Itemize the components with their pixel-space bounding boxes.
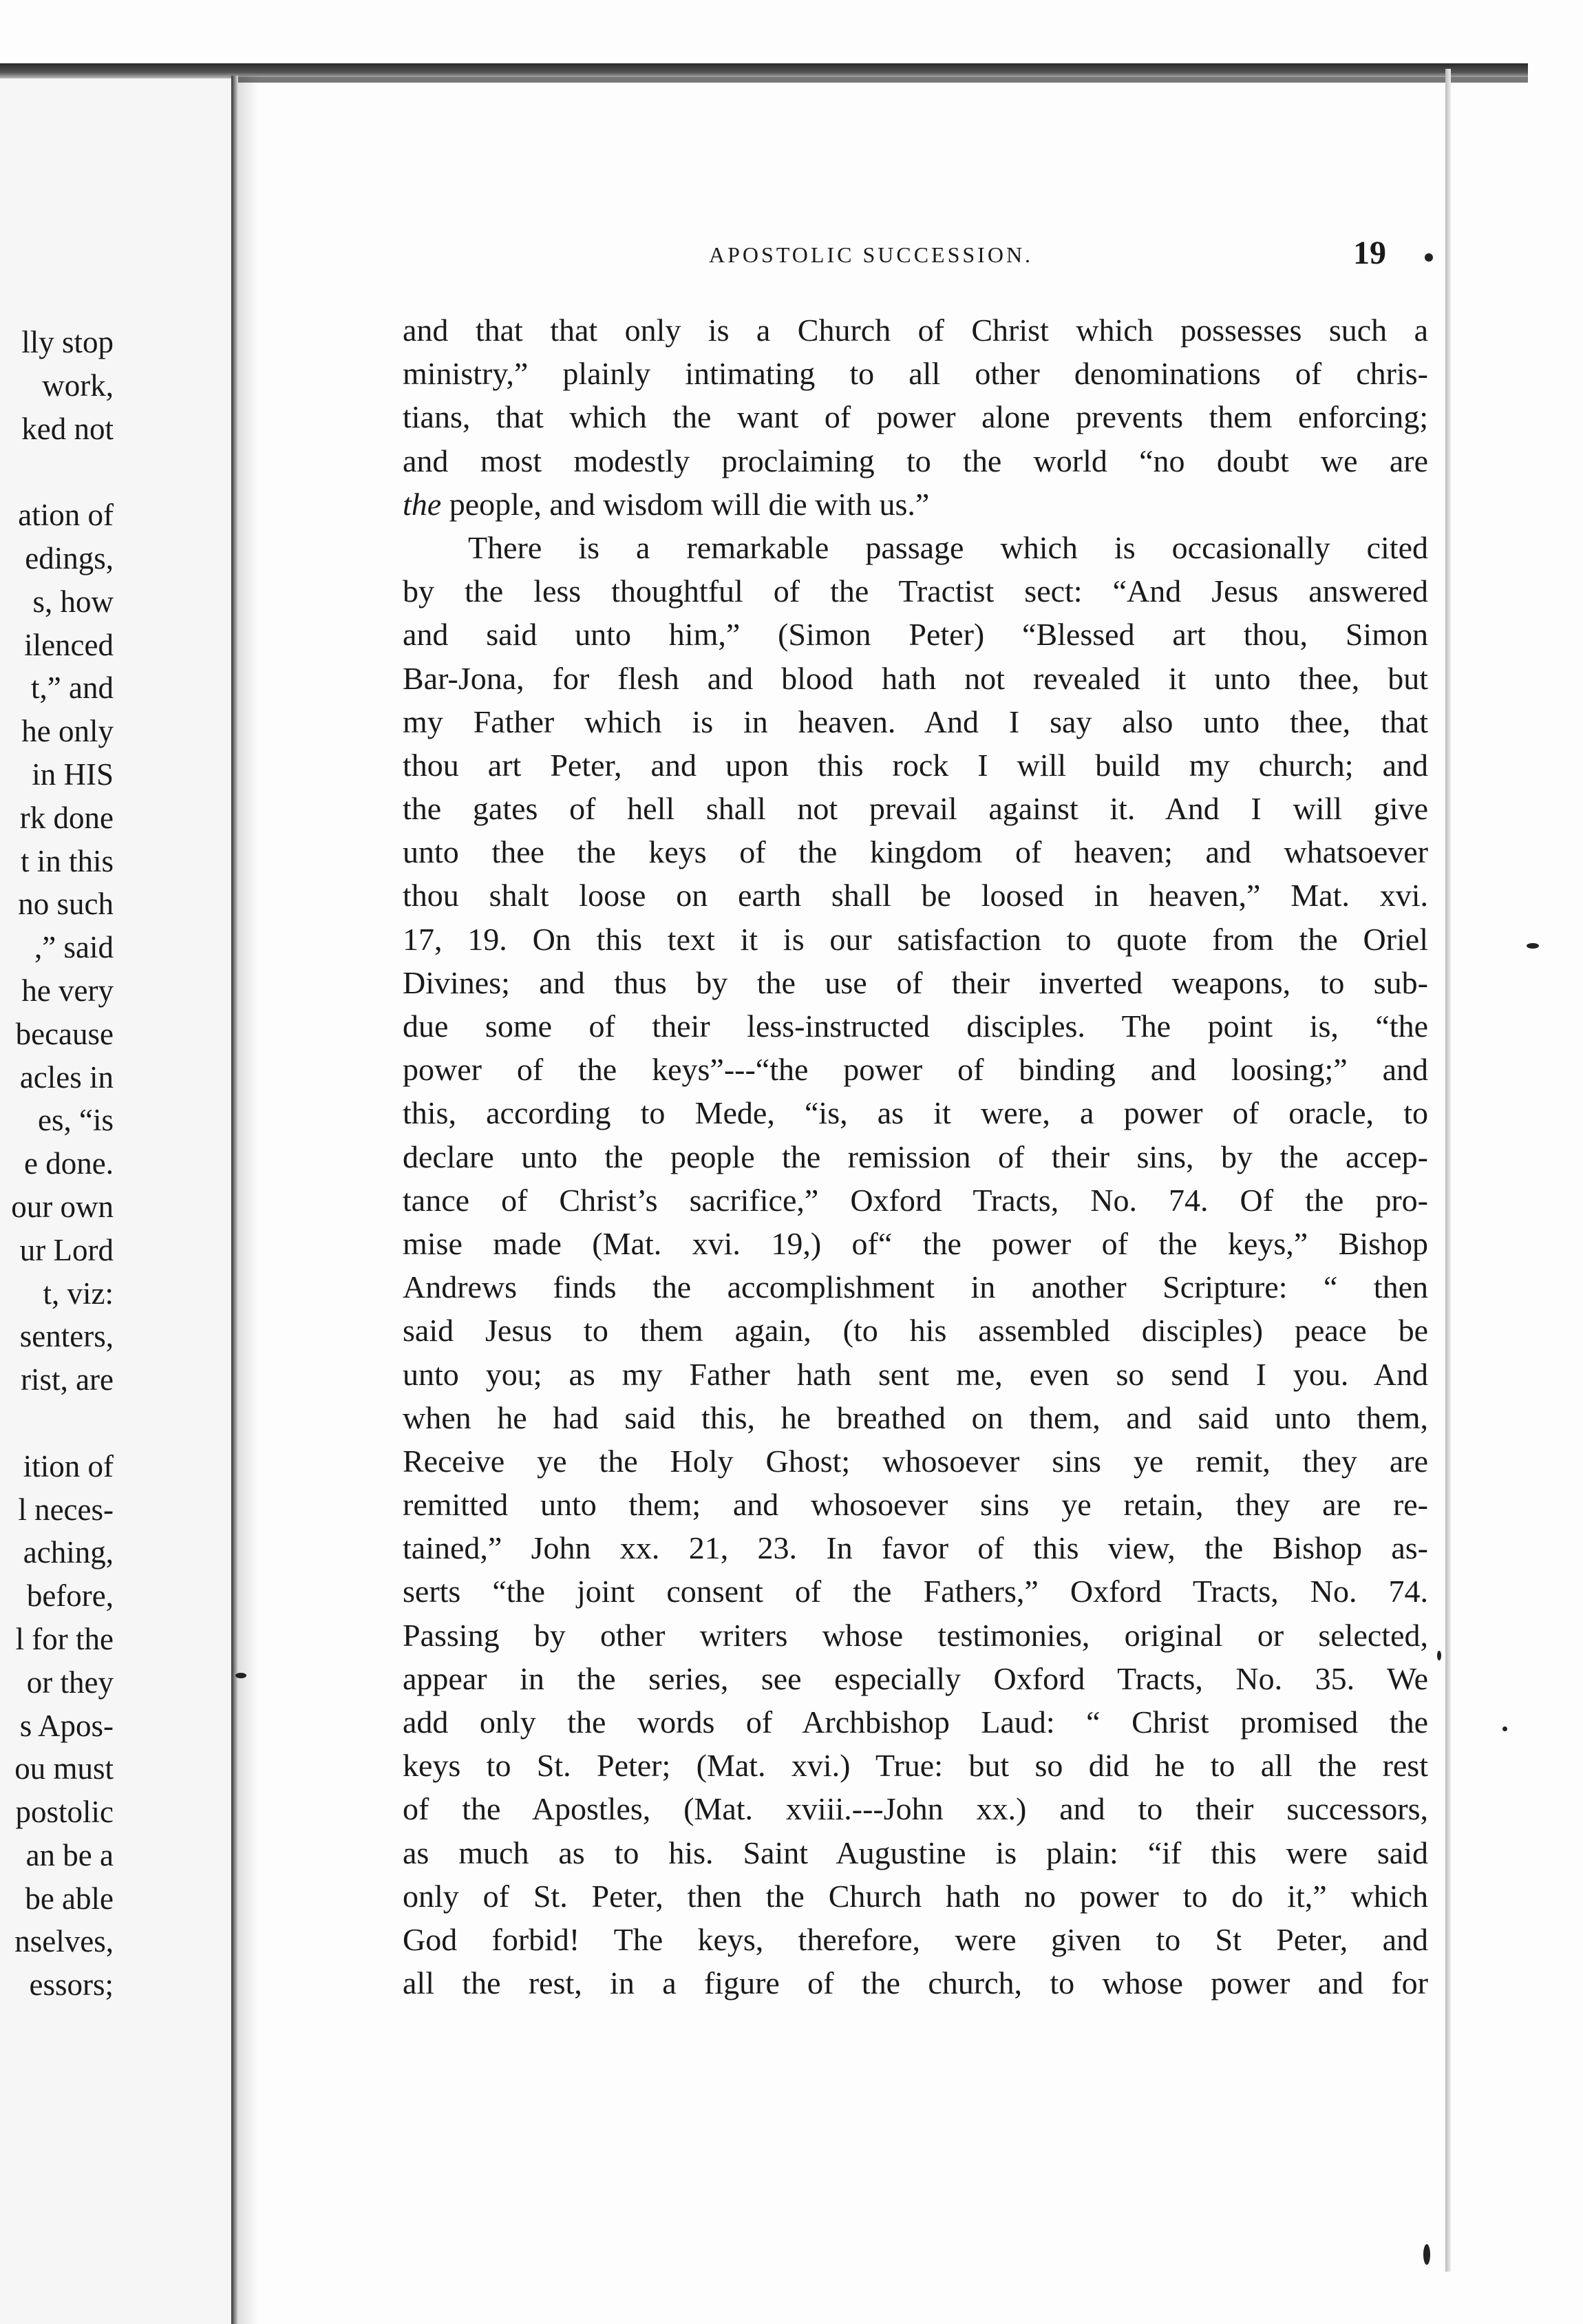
text-line: add only the words of Archbishop Laud: “ Christ promised the [403,1704,1428,1740]
facing-page-line: t,” and [31,670,114,706]
text-line: Andrews finds the accomplishment in another Scripture: “ then [403,1269,1428,1305]
facing-page-line: l neces- [18,1492,114,1527]
text-line: as much as to his. Saint Augustine is plain: “if this were said [403,1835,1428,1870]
text-line: said Jesus to them again, (to his assembled disciples) peace be [403,1313,1428,1349]
scan-speck [1502,1726,1507,1731]
facing-page-line: rist, are [21,1362,114,1397]
text-line: thou art Peter, and upon this rock I will build my church; and [403,747,1428,783]
text-line: by the less thoughtful of the Tractist sect: “And Jesus answered [403,573,1428,609]
facing-page-line: lly stop [21,325,114,359]
text-line: keys to St. Peter; (Mat. xvi.) True: but so did he to all the rest [403,1748,1428,1784]
facing-page-line [11,450,114,494]
facing-page-line [11,1402,114,1445]
page-top-border [234,77,1528,83]
facing-page-line: senters, [19,1319,114,1354]
text-line: tians, that which the want of power alone prevents them enforcing; [403,399,1428,435]
facing-page-line: es, “is [38,1103,114,1138]
text-line: appear in the series, see especially Oxford Tracts, No. 35. We [403,1660,1428,1696]
gutter-shadow [238,76,259,2324]
text-line: There is a remarkable passage which is occasionally cited [468,529,1428,565]
text-line: Divines; and thus by the use of their inverted weapons, to sub- [403,964,1428,1000]
facing-page-line: he only [21,714,114,749]
text-line: unto thee the keys of the kingdom of heaven; and whatsoever [403,834,1428,870]
facing-page-line: l for the [15,1621,114,1656]
scan-speck [1437,1651,1441,1660]
facing-page-line: no such [18,887,114,922]
facing-page-line: in HIS [32,757,114,792]
text-line: power of the keys”---“the power of binding and loosing;” and [403,1052,1428,1088]
text-line: mise made (Mat. xvi. 19,) of“ the power of the keys,” Bishop [403,1225,1428,1261]
text-line: the people, and wisdom will die with us.” [403,486,930,522]
facing-page-line: aching, [23,1535,114,1570]
text-line: and most modestly proclaiming to the world “no doubt we are [403,443,1428,478]
text-line: the gates of hell shall not prevail against it. And I will give [403,791,1428,827]
scan-speck [235,1673,246,1678]
text-line: this, according to Mede, “is, as it were, a power of oracle, to [403,1095,1428,1131]
facing-page-line: acles in [19,1059,114,1095]
text-line: only of St. Peter, then the Church hath no power to do it,” which [403,1878,1428,1914]
facing-page-line: nselves, [14,1924,114,1959]
facing-page-line: ation of [18,498,114,533]
facing-page-line: work, [42,368,114,403]
text-line: and said unto him,” (Simon Peter) “Blessed art thou, Simon [403,617,1428,653]
facing-page-line: s Apos- [19,1708,114,1743]
facing-page-line: be able [25,1881,114,1916]
text-line: all the rest, in a figure of the church, to whose power and for [403,1965,1428,2001]
body-text [403,308,1428,2005]
page-right-edge [1445,69,1451,2272]
facing-page-line: t in this [20,843,114,878]
facing-page-line: before, [26,1578,114,1614]
facing-page-line: an be a [25,1837,114,1872]
page-number: 19 [1353,235,1386,271]
italic-word: the [403,486,442,522]
facing-page-line: ou must [14,1751,114,1786]
facing-page-line: ilenced [24,627,114,662]
facing-page-line: ition of [23,1448,114,1483]
facing-page-line: ur Lord [19,1232,114,1267]
gutter [231,76,238,2324]
binding-edge [0,63,1528,78]
text-line: ministry,” plainly intimating to all other denominations of chris- [403,356,1428,392]
scan-speck [1423,2244,1430,2265]
text-line: thou shalt loose on earth shall be loosed in heaven,” Mat. xvi. [403,878,1428,913]
facing-page-line: he very [21,973,114,1008]
text-line: serts “the joint consent of the Fathers,” Oxford Tracts, No. 74. [403,1574,1428,1609]
text-line: declare unto the people the remission of their sins, by the accep- [403,1139,1428,1174]
facing-page-line: postolic [15,1795,114,1830]
facing-page-line: rk done [19,800,114,835]
scan-speck [1425,253,1433,262]
facing-page-line: edings, [25,540,114,575]
facing-page-line: because [15,1016,114,1051]
text-line: when he had said this, he breathed on them, and said unto them, [403,1399,1428,1435]
facing-page-line: or they [26,1665,114,1700]
text-line: tained,” John xx. 21, 23. In favor of this view, the Bishop as- [403,1530,1428,1566]
text-line: Passing by other writers whose testimonies, original or selected, [403,1617,1428,1653]
text-line: Receive ye the Holy Ghost; whosoever sins ye remit, they are [403,1443,1428,1479]
facing-page-text [11,321,114,2007]
running-head: APOSTOLIC SUCCESSION. [709,242,1034,267]
text-line: my Father which is in heaven. And I say also unto thee, that [403,704,1428,739]
text-line: and that that only is a Church of Christ which possesses such a [403,313,1428,348]
text-line: Bar-Jona, for flesh and blood hath not revealed it unto thee, but [403,660,1428,696]
facing-page-line: s, how [32,584,114,619]
text-line: remitted unto them; and whosoever sins ye retain, they are re- [403,1487,1428,1523]
text-line: tance of Christ’s sacrifice,” Oxford Tracts, No. 74. Of the pro- [403,1182,1428,1218]
text-line: unto you; as my Father hath sent me, even so send I you. And [403,1356,1428,1392]
text-line: God forbid! The keys, therefore, were given to St Peter, and [403,1921,1428,1957]
facing-page-line: t, viz: [43,1276,114,1311]
facing-page-line: ked not [21,411,114,446]
text-line: due some of their less-instructed disciples. The point is, “the [403,1008,1428,1044]
facing-page-line: e done. [24,1146,114,1181]
scan-speck [1527,943,1539,949]
facing-page-line: essors; [29,1967,114,2003]
text-line: 17, 19. On this text it is our satisfaction to quote from the Oriel [403,921,1428,957]
facing-page-line: ,” said [34,930,114,965]
text-line: of the Apostles, (Mat. xviii.---John xx.) and to their successors, [403,1791,1428,1827]
facing-page-line: our own [11,1189,114,1224]
